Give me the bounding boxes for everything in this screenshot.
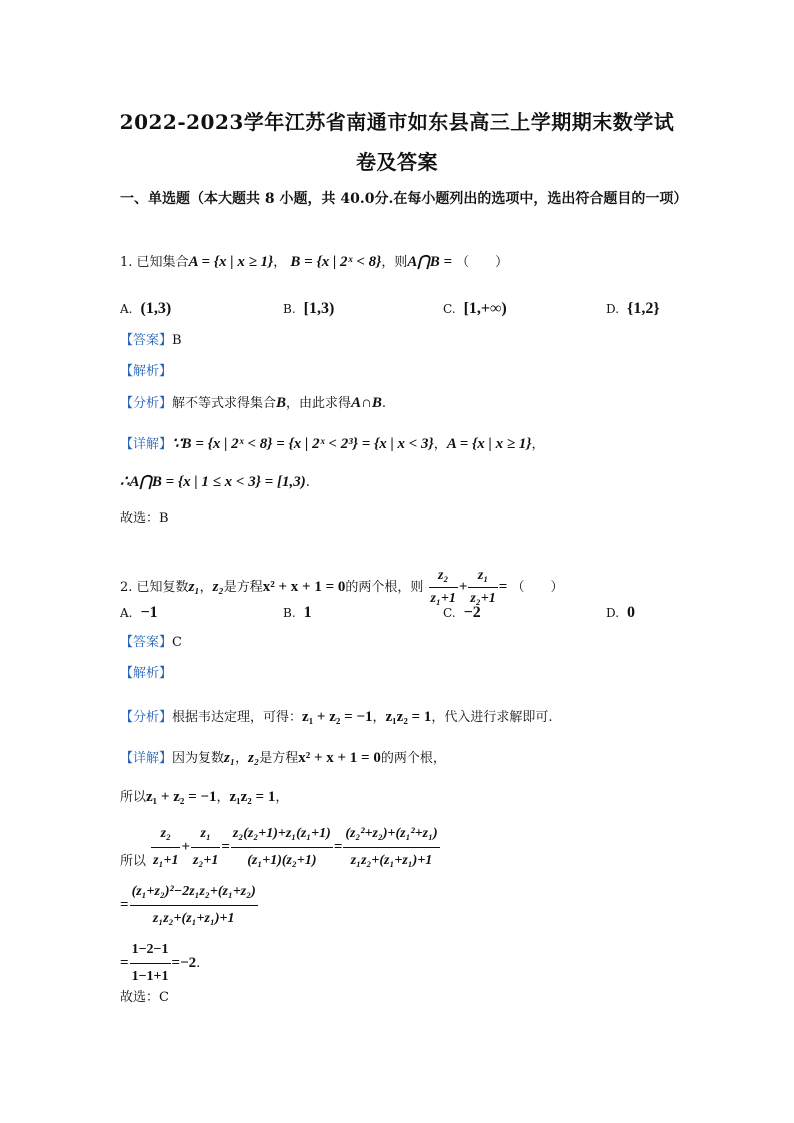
q1-number: 1.: [120, 255, 133, 270]
q2-frac-2: $\frac{\text{z₁}}{\text{z₂+1}}$: [470, 568, 496, 606]
q2-derivation-3: = $\frac{1-2-1}{1-1+1}$ =−2.: [120, 938, 200, 989]
q1-option-d: D. {1,2}: [606, 300, 660, 317]
q2-option-c: C. −2: [443, 604, 481, 621]
q2-derivation-2: = $\frac{\text{(z₁+z₂)²−2z₁z₂+(z₁+z₂)}}{\text{z₁z₂+(z₁+z₁)+1}}$: [120, 880, 259, 931]
q1-intersect: A⋂B =: [407, 254, 453, 270]
q1-set-a: A = {x | x ≥ 1}: [188, 254, 274, 270]
q1-stem-pre: 已知集合: [136, 255, 189, 270]
q1-option-b: B. [1,3): [283, 300, 335, 317]
q1-answer: [120, 331, 182, 351]
answer-tag: 【答案】: [120, 333, 173, 348]
q2-option-a: A. −1: [120, 604, 158, 621]
q2-choose: 故选：C: [120, 990, 169, 1005]
q1-analysis-tag: 【解析】: [120, 364, 173, 379]
q1-stem-mid: ，则: [381, 255, 408, 270]
section-heading: 一、单选题（本大题共 8 小题，共 40.0分.在每小题列出的选项中，选出符合题目的一项）: [120, 191, 688, 207]
q1-paren: （ ）: [456, 255, 509, 270]
q2-method: 【分析】根据韦达定理，可得：z₁ + z₂ = −1，z₁z₂ = 1，代入进行求解即可.: [120, 709, 553, 725]
q1-set-b: B = {x | 2ˣ < 8}: [290, 254, 382, 270]
document-title-line2: 卷及答案: [356, 150, 438, 174]
document-title-line1: 2022-2023学年江苏省南通市如东县高三上学期期末数学试: [119, 110, 675, 134]
q2-detail-line1: 【详解】因为复数z₁，z₂是方程x² + x + 1 = 0的两个根，: [120, 750, 446, 766]
q1-answer-value: B: [172, 333, 182, 348]
q1-method: 【分析】解不等式求得集合B，由此求得A∩B.: [120, 395, 386, 411]
q1-detail-line2: ∴A⋂B = {x | 1 ≤ x < 3} = [1,3).: [120, 474, 310, 490]
q1-detail-line1: 【详解】∵B = {x | 2ˣ < 8} = {x | 2ˣ < 2³} = {x | x < 3}，A = {x | x ≥ 1}，: [120, 436, 545, 452]
q2-derivation-1: 所以 $\frac{\text{z₂}}{\text{z₁+1}}$ + $\frac{\text{z₁}}{\text{z₂+1}}$ = $\frac{\text{z₂(z₂+1)+z₁(z₁+1)}}{\text{(z₁+1)(z₂+1)}}$ = $\frac{\text{(z₂²+z₂)+(z₁²+z₁)}}{\text{z₁z₂+(z₁+z₁)+1}}$: [120, 822, 441, 874]
q1-option-c: C. [1,+∞): [443, 300, 507, 317]
q2-option-b: B. 1: [283, 604, 312, 621]
q2-answer: 【答案】C: [120, 635, 182, 650]
q2-detail-line2: 所以z₁ + z₂ = −1，z₁z₂ = 1，: [120, 789, 289, 805]
q2-option-d: D. 0: [606, 604, 636, 621]
q1-choose: 故选：B: [120, 511, 169, 526]
q2-stem: 2. 已知复数z₁，z₂是方程x² + x + 1 = 0的两个根，则 $\frac{\text{z₂}}{\text{z₁+1}}$ + $\frac{\text{z₁}}{\text{z₂+1}}$ = （ ）: [120, 566, 563, 609]
q2-frac-1: $\frac{\text{z₂}}{\text{z₁+1}}$: [430, 568, 456, 606]
q1-option-a: A. (1,3): [120, 300, 172, 317]
q1-stem: 1. 已知集合A = {x | x ≥ 1}， B = {x | 2ˣ < 8}，则A⋂B = （ ）: [120, 254, 509, 270]
q2-analysis-tag: 【解析】: [120, 666, 173, 681]
